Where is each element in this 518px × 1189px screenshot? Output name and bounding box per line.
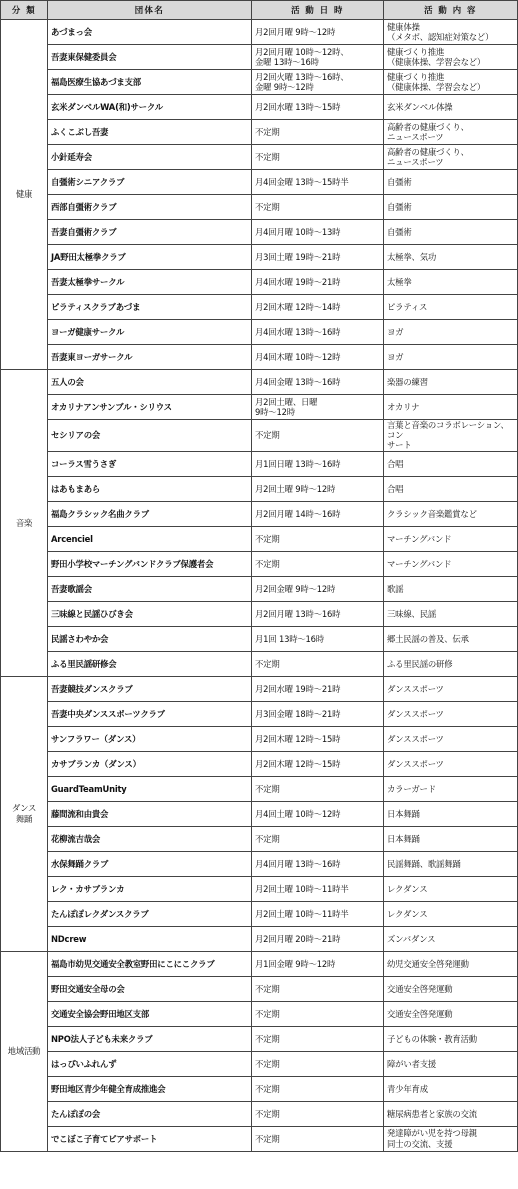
schedule-cell: 月4回木曜 10時～12時 bbox=[252, 345, 384, 370]
schedule-cell: 月4回金曜 13時～16時 bbox=[252, 370, 384, 395]
activity-cell: 合唱 bbox=[384, 476, 518, 501]
schedule-cell: 不定期 bbox=[252, 776, 384, 801]
group-name-cell: カサブランカ（ダンス） bbox=[48, 751, 252, 776]
schedule-cell: 月2回月曜 13時～16時 bbox=[252, 601, 384, 626]
activity-cell: 言葉と音楽のコラボレーション、コン サート bbox=[384, 420, 518, 452]
group-name-cell: 野田交通安全母の会 bbox=[48, 976, 252, 1001]
activity-cell: 自彊術 bbox=[384, 220, 518, 245]
activity-cell: ズンバダンス bbox=[384, 926, 518, 951]
category-cell: ダンス 舞踊 bbox=[1, 676, 48, 951]
category-cell: 地域活動 bbox=[1, 951, 48, 1151]
group-name-cell: 花柳流吉哉会 bbox=[48, 826, 252, 851]
group-name-cell: 交通安全協会野田地区支部 bbox=[48, 1001, 252, 1026]
header-category: 分 類 bbox=[1, 1, 48, 20]
table-row bbox=[1, 801, 518, 826]
activity-cell: 健康づくり推進 （健康体操、学習会など） bbox=[384, 70, 518, 95]
schedule-cell: 月2回木曜 12時～14時 bbox=[252, 295, 384, 320]
activity-cell: 青少年育成 bbox=[384, 1076, 518, 1101]
group-name-cell: コーラス雪うさぎ bbox=[48, 451, 252, 476]
schedule-cell: 月2回木曜 12時～15時 bbox=[252, 726, 384, 751]
activity-cell: ヨガ bbox=[384, 320, 518, 345]
table-row bbox=[1, 1051, 518, 1076]
group-name-cell: 福島市幼児交通安全教室野田にこにこクラブ bbox=[48, 951, 252, 976]
schedule-cell: 不定期 bbox=[252, 1076, 384, 1101]
group-name-cell: NDcrew bbox=[48, 926, 252, 951]
group-name-cell: たんぽぽレクダンスクラブ bbox=[48, 901, 252, 926]
table-row bbox=[1, 826, 518, 851]
schedule-cell: 月4回土曜 10時～12時 bbox=[252, 801, 384, 826]
group-name-cell: JA野田太極拳クラブ bbox=[48, 245, 252, 270]
activity-cell: レクダンス bbox=[384, 901, 518, 926]
schedule-cell: 不定期 bbox=[252, 1026, 384, 1051]
table-row bbox=[1, 245, 518, 270]
category-cell: 健康 bbox=[1, 20, 48, 370]
group-name-cell: 吾妻自彊術クラブ bbox=[48, 220, 252, 245]
group-name-cell: でこぼこ子育てピアサポート bbox=[48, 1126, 252, 1151]
group-name-cell: 玄米ダンベルWA(和)サークル bbox=[48, 95, 252, 120]
group-name-cell: 福島医療生協あづま支部 bbox=[48, 70, 252, 95]
table-row bbox=[1, 726, 518, 751]
table-row bbox=[1, 926, 518, 951]
schedule-cell: 不定期 bbox=[252, 526, 384, 551]
table-row bbox=[1, 95, 518, 120]
table-row bbox=[1, 901, 518, 926]
activity-cell: 太極拳、気功 bbox=[384, 245, 518, 270]
group-name-cell: 野田小学校マーチングバンドクラブ保護者会 bbox=[48, 551, 252, 576]
group-name-cell: あづまっ会 bbox=[48, 20, 252, 45]
group-name-cell: はっぴいふれんず bbox=[48, 1051, 252, 1076]
table-row bbox=[1, 501, 518, 526]
schedule-cell: 月2回月曜 14時～16時 bbox=[252, 501, 384, 526]
activity-cell: ピラティス bbox=[384, 295, 518, 320]
table-row bbox=[1, 676, 518, 701]
group-name-cell: 民謡さわやか会 bbox=[48, 626, 252, 651]
group-name-cell: 吾妻東保健委員会 bbox=[48, 45, 252, 70]
table-row bbox=[1, 45, 518, 70]
group-name-cell: オカリナアンサンブル・シリウス bbox=[48, 395, 252, 420]
schedule-cell: 月4回金曜 13時～15時半 bbox=[252, 170, 384, 195]
group-name-cell: 吾妻競技ダンスクラブ bbox=[48, 676, 252, 701]
activity-cell: オカリナ bbox=[384, 395, 518, 420]
schedule-cell: 月3回金曜 18時～21時 bbox=[252, 701, 384, 726]
schedule-cell: 月2回土曜 10時～11時半 bbox=[252, 876, 384, 901]
table-row bbox=[1, 395, 518, 420]
activity-cell: 玄米ダンベル体操 bbox=[384, 95, 518, 120]
schedule-cell: 月1回日曜 13時～16時 bbox=[252, 451, 384, 476]
group-name-cell: 水保舞踊クラブ bbox=[48, 851, 252, 876]
group-name-cell: サンフラワー（ダンス） bbox=[48, 726, 252, 751]
schedule-cell: 不定期 bbox=[252, 651, 384, 676]
table-row bbox=[1, 270, 518, 295]
table-row bbox=[1, 1026, 518, 1051]
schedule-cell: 月2回木曜 12時～15時 bbox=[252, 751, 384, 776]
schedule-cell: 不定期 bbox=[252, 551, 384, 576]
activity-cell: ふる里民謡の研修 bbox=[384, 651, 518, 676]
activity-cell: ヨガ bbox=[384, 345, 518, 370]
activity-cell: 自彊術 bbox=[384, 170, 518, 195]
activity-cell: ダンススポーツ bbox=[384, 676, 518, 701]
table-row bbox=[1, 951, 518, 976]
schedule-cell: 月4回水曜 13時～16時 bbox=[252, 320, 384, 345]
table-row bbox=[1, 420, 518, 452]
table-row bbox=[1, 295, 518, 320]
group-name-cell: GuardTeamUnity bbox=[48, 776, 252, 801]
schedule-cell: 月3回土曜 19時～21時 bbox=[252, 245, 384, 270]
schedule-cell: 不定期 bbox=[252, 195, 384, 220]
schedule-cell: 月4回月曜 13時～16時 bbox=[252, 851, 384, 876]
table-row bbox=[1, 451, 518, 476]
activity-cell: 合唱 bbox=[384, 451, 518, 476]
table-row bbox=[1, 851, 518, 876]
activity-cell: 自彊術 bbox=[384, 195, 518, 220]
activity-cell: 交通安全啓発運動 bbox=[384, 1001, 518, 1026]
group-name-cell: ふくこぶし吾妻 bbox=[48, 120, 252, 145]
table-body bbox=[1, 20, 518, 1152]
schedule-cell: 月2回水曜 13時～15時 bbox=[252, 95, 384, 120]
schedule-cell: 月2回土曜 10時～11時半 bbox=[252, 901, 384, 926]
group-name-cell: 三味線と民謡ひびき会 bbox=[48, 601, 252, 626]
table-header-row bbox=[1, 1, 518, 20]
table-row bbox=[1, 320, 518, 345]
activity-cell: 楽器の練習 bbox=[384, 370, 518, 395]
table-row bbox=[1, 70, 518, 95]
schedule-cell: 月1回 13時～16時 bbox=[252, 626, 384, 651]
group-name-cell: セシリアの会 bbox=[48, 420, 252, 452]
group-name-cell: 野田地区青少年健全育成推進会 bbox=[48, 1076, 252, 1101]
table-row bbox=[1, 701, 518, 726]
schedule-cell: 月2回月曜 20時～21時 bbox=[252, 926, 384, 951]
activity-cell: 歌謡 bbox=[384, 576, 518, 601]
group-name-cell: レク・カサブランカ bbox=[48, 876, 252, 901]
table-row bbox=[1, 195, 518, 220]
table-row bbox=[1, 1101, 518, 1126]
activity-cell: レクダンス bbox=[384, 876, 518, 901]
table-row bbox=[1, 626, 518, 651]
activity-cell: 高齢者の健康づくり、 ニュースポーツ bbox=[384, 120, 518, 145]
group-name-cell: Arcenciel bbox=[48, 526, 252, 551]
group-name-cell: 五人の会 bbox=[48, 370, 252, 395]
table-row bbox=[1, 20, 518, 45]
activity-cell: 日本舞踊 bbox=[384, 826, 518, 851]
header-schedule: 活 動 日 時 bbox=[252, 1, 384, 20]
activity-cell: カラーガード bbox=[384, 776, 518, 801]
activity-cell: 健康体操 （メタボ、認知症対策など） bbox=[384, 20, 518, 45]
activity-cell: 太極拳 bbox=[384, 270, 518, 295]
table-row bbox=[1, 345, 518, 370]
activity-cell: 健康づくり推進 （健康体操、学習会など） bbox=[384, 45, 518, 70]
schedule-cell: 月2回月曜 9時～12時 bbox=[252, 20, 384, 45]
table-row bbox=[1, 1001, 518, 1026]
group-name-cell: ヨーガ健康サークル bbox=[48, 320, 252, 345]
table-row bbox=[1, 1076, 518, 1101]
group-name-cell: たんぽぽの会 bbox=[48, 1101, 252, 1126]
table-row bbox=[1, 976, 518, 1001]
activity-cell: 三味線、民謡 bbox=[384, 601, 518, 626]
activity-cell: ダンススポーツ bbox=[384, 751, 518, 776]
group-name-cell: 藤間流和由貴会 bbox=[48, 801, 252, 826]
schedule-cell: 不定期 bbox=[252, 826, 384, 851]
table-row bbox=[1, 170, 518, 195]
schedule-cell: 不定期 bbox=[252, 120, 384, 145]
activity-cell: 郷土民謡の普及、伝承 bbox=[384, 626, 518, 651]
activity-cell: 高齢者の健康づくり、 ニュースポーツ bbox=[384, 145, 518, 170]
table-row bbox=[1, 576, 518, 601]
schedule-cell: 月2回火曜 13時～16時、 金曜 9時～12時 bbox=[252, 70, 384, 95]
table-row bbox=[1, 1126, 518, 1151]
activity-cell: 民謡舞踊、歌謡舞踊 bbox=[384, 851, 518, 876]
activity-cell: ダンススポーツ bbox=[384, 726, 518, 751]
table-row bbox=[1, 370, 518, 395]
activity-cell: クラシック音楽鑑賞など bbox=[384, 501, 518, 526]
table-row bbox=[1, 145, 518, 170]
activity-cell: 障がい者支援 bbox=[384, 1051, 518, 1076]
schedule-cell: 月2回月曜 10時～12時、 金曜 13時～16時 bbox=[252, 45, 384, 70]
schedule-cell: 月4回水曜 19時～21時 bbox=[252, 270, 384, 295]
schedule-cell: 不定期 bbox=[252, 1051, 384, 1076]
schedule-cell: 不定期 bbox=[252, 1001, 384, 1026]
table-row bbox=[1, 526, 518, 551]
group-name-cell: 吾妻中央ダンススポーツクラブ bbox=[48, 701, 252, 726]
schedule-cell: 月2回土曜 9時～12時 bbox=[252, 476, 384, 501]
schedule-cell: 不定期 bbox=[252, 145, 384, 170]
category-cell: 音楽 bbox=[1, 370, 48, 677]
activity-cell: 発達障がい児を持つ母親 同士の交流、支援 bbox=[384, 1126, 518, 1151]
group-name-cell: 吾妻太極拳サークル bbox=[48, 270, 252, 295]
table-row bbox=[1, 476, 518, 501]
table-row bbox=[1, 601, 518, 626]
activity-cell: 交通安全啓発運動 bbox=[384, 976, 518, 1001]
activity-cell: 子どもの体験・教育活動 bbox=[384, 1026, 518, 1051]
schedule-cell: 月4回月曜 10時～13時 bbox=[252, 220, 384, 245]
group-name-cell: 吾妻東ヨーガサークル bbox=[48, 345, 252, 370]
schedule-cell: 不定期 bbox=[252, 976, 384, 1001]
header-activity: 活 動 内 容 bbox=[384, 1, 518, 20]
group-name-cell: 小針延寿会 bbox=[48, 145, 252, 170]
header-group-name: 団体名 bbox=[48, 1, 252, 20]
table-row bbox=[1, 120, 518, 145]
schedule-cell: 不定期 bbox=[252, 1101, 384, 1126]
table-row bbox=[1, 551, 518, 576]
table-row bbox=[1, 776, 518, 801]
activity-cell: 日本舞踊 bbox=[384, 801, 518, 826]
schedule-cell: 月2回水曜 19時～21時 bbox=[252, 676, 384, 701]
activity-cell: 糖尿病患者と家族の交流 bbox=[384, 1101, 518, 1126]
group-name-cell: ピラティスクラブあづま bbox=[48, 295, 252, 320]
table-row bbox=[1, 876, 518, 901]
group-name-cell: NPO法人子ども未来クラブ bbox=[48, 1026, 252, 1051]
schedule-cell: 不定期 bbox=[252, 1126, 384, 1151]
schedule-cell: 月2回土曜、日曜 9時～12時 bbox=[252, 395, 384, 420]
schedule-cell: 不定期 bbox=[252, 420, 384, 452]
activity-cell: 幼児交通安全啓発運動 bbox=[384, 951, 518, 976]
group-name-cell: ふる里民謡研修会 bbox=[48, 651, 252, 676]
table-row bbox=[1, 220, 518, 245]
schedule-cell: 月2回金曜 9時～12時 bbox=[252, 576, 384, 601]
activity-cell: ダンススポーツ bbox=[384, 701, 518, 726]
group-name-cell: 西部自彊術クラブ bbox=[48, 195, 252, 220]
schedule-cell: 月1回金曜 9時～12時 bbox=[252, 951, 384, 976]
group-name-cell: 吾妻歌謡会 bbox=[48, 576, 252, 601]
group-name-cell: 自彊術シニアクラブ bbox=[48, 170, 252, 195]
group-name-cell: はあもまあら bbox=[48, 476, 252, 501]
table-row bbox=[1, 751, 518, 776]
activity-cell: マーチングバンド bbox=[384, 526, 518, 551]
activity-cell: マーチングバンド bbox=[384, 551, 518, 576]
group-name-cell: 福島クラシック名曲クラブ bbox=[48, 501, 252, 526]
table-row bbox=[1, 651, 518, 676]
